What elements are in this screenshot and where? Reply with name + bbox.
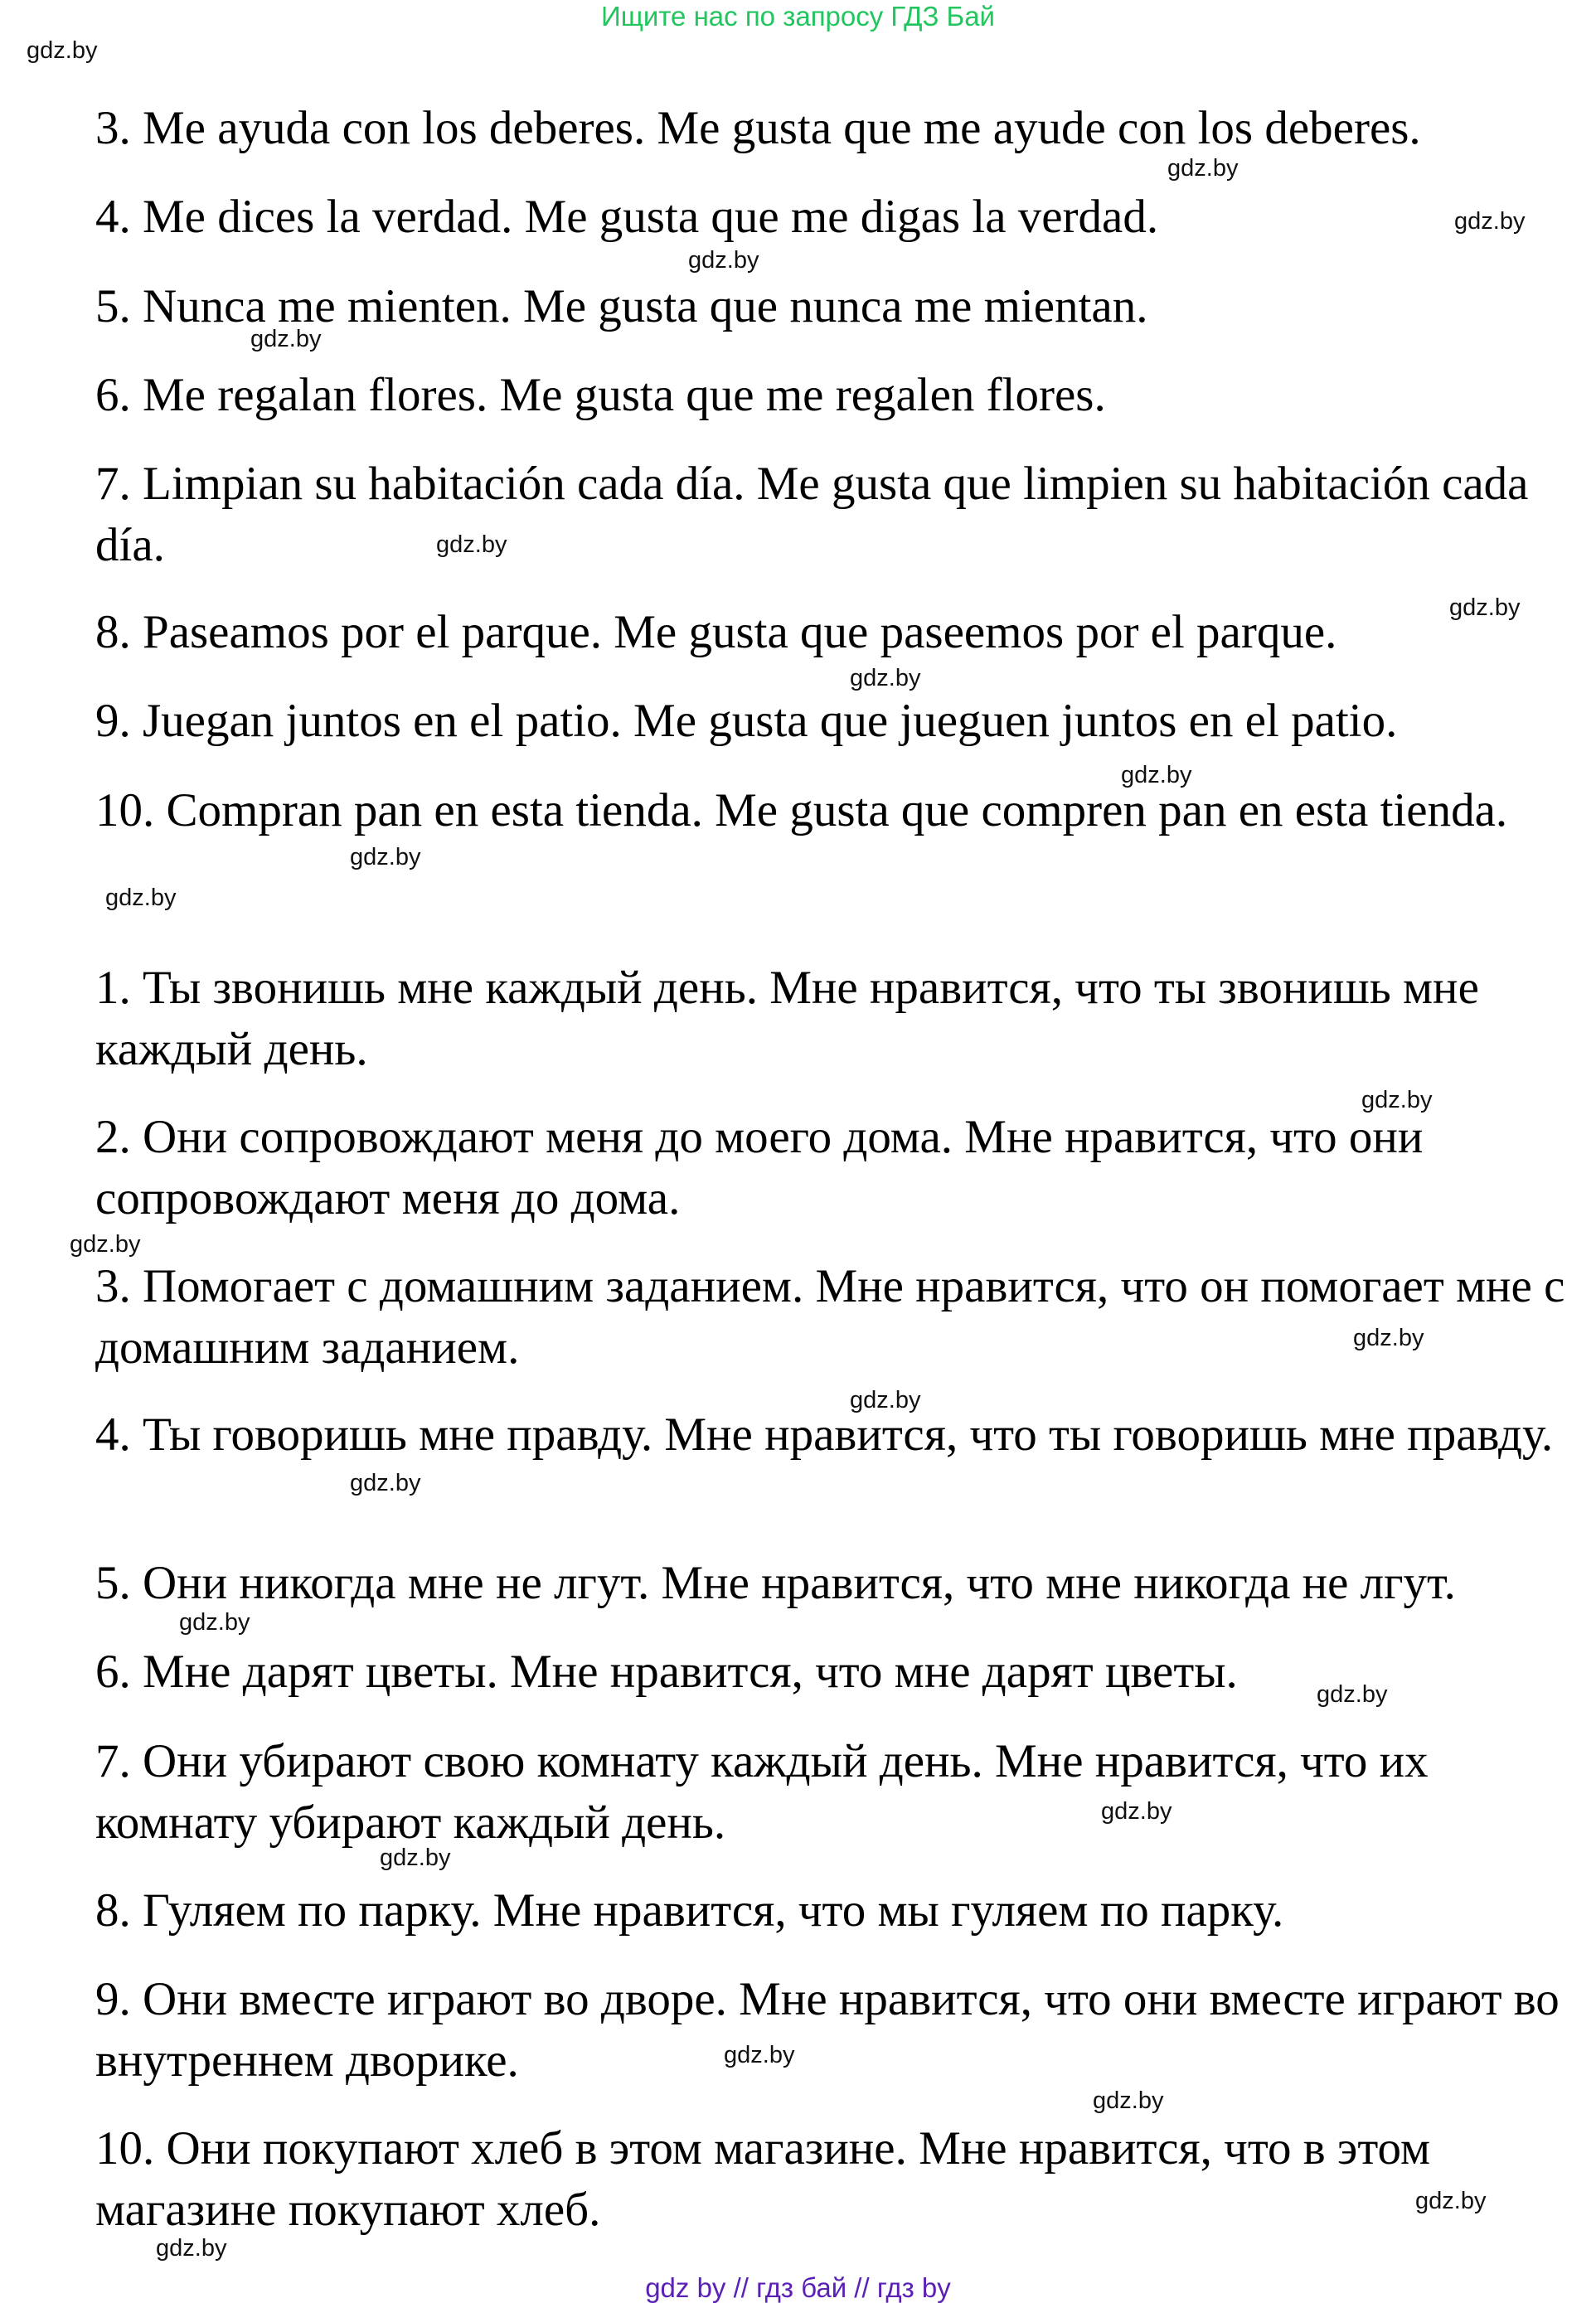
watermark: gdz.by — [1353, 1325, 1424, 1351]
watermark: gdz.by — [250, 326, 322, 352]
spanish-sentence-8: 8. Paseamos por el parque. Me gusta que paseemos por el parque. — [95, 606, 1337, 658]
watermark: gdz.by — [1167, 155, 1239, 182]
spanish-sentence-10: 10. Compran pan en esta tienda. Me gusta que compren pan en esta tienda. — [95, 784, 1508, 836]
russian-sentence-7: 7. Они убирают свою комнату каждый день. Мне нравится, что их комнату убирают каждый день. — [95, 1735, 1429, 1849]
watermark: gdz.by — [1317, 1681, 1388, 1708]
watermark: gdz.by — [850, 665, 921, 691]
russian-sentence-1: 1. Ты звонишь мне каждый день. Мне нравится, что ты звонишь мне каждый день. — [95, 962, 1479, 1075]
watermark: gdz.by — [1121, 762, 1192, 788]
watermark: gdz.by — [1449, 594, 1521, 621]
spanish-sentence-5: 5. Nunca me mienten. Me gusta que nunca me mientan. — [95, 280, 1148, 332]
russian-sentence-8: 8. Гуляем по парку. Мне нравится, что мы гуляем по парку. — [95, 1884, 1284, 1937]
watermark: gdz.by — [70, 1231, 141, 1258]
spanish-sentence-9: 9. Juegan juntos en el patio. Me gusta que jueguen juntos en el patio. — [95, 695, 1398, 747]
footer-links[interactable]: gdz by // гдз бай // гдз by — [645, 2272, 951, 2303]
watermark: gdz.by — [156, 2235, 227, 2262]
watermark: gdz.by — [380, 1845, 451, 1871]
watermark: gdz.by — [688, 247, 759, 274]
russian-sentence-5: 5. Они никогда мне не лгут. Мне нравится, что мне никогда не лгут. — [95, 1557, 1456, 1609]
watermark: gdz.by — [105, 885, 177, 911]
spanish-sentence-4: 4. Me dices la verdad. Me gusta que me digas la verdad. — [95, 191, 1159, 243]
watermark: gdz.by — [1093, 2087, 1164, 2114]
watermark: gdz.by — [350, 844, 421, 870]
watermark: gdz.by — [179, 1609, 250, 1636]
watermark: gdz.by — [350, 1470, 421, 1496]
watermark: gdz.by — [1415, 2188, 1487, 2214]
russian-sentence-6: 6. Мне дарят цветы. Мне нравится, что мне дарят цветы. — [95, 1646, 1238, 1698]
search-promo-link[interactable]: Ищите нас по запросу ГДЗ Бай — [601, 1, 995, 32]
russian-sentence-3: 3. Помогает с домашним заданием. Мне нравится, что он помогает мне с домашним заданием. — [95, 1260, 1565, 1374]
russian-sentence-2: 2. Они сопровождают меня до моего дома. Мне нравится, что они сопровождают меня до дома. — [95, 1111, 1424, 1224]
russian-sentence-10: 10. Они покупают хлеб в этом магазине. Мне нравится, что в этом магазине покупают хлеб. — [95, 2122, 1431, 2236]
watermark: gdz.by — [850, 1387, 921, 1413]
russian-sentence-4: 4. Ты говоришь мне правду. Мне нравится, что ты говоришь мне правду. — [95, 1408, 1554, 1461]
watermark: gdz.by — [436, 531, 507, 558]
russian-sentence-9: 9. Они вместе играют во дворе. Мне нравится, что они вместе играют во внутреннем дворике. — [95, 1973, 1560, 2087]
watermark: gdz.by — [1454, 208, 1526, 235]
watermark: gdz.by — [27, 37, 98, 64]
spanish-sentence-6: 6. Me regalan flores. Me gusta que me regalen flores. — [95, 369, 1106, 421]
spanish-sentence-3: 3. Me ayuda con los deberes. Me gusta que me ayude con los deberes. — [95, 102, 1421, 154]
spanish-sentence-7: 7. Limpian su habitación cada día. Me gusta que limpien su habitación cada día. — [95, 458, 1529, 571]
watermark: gdz.by — [1101, 1798, 1172, 1825]
watermark: gdz.by — [724, 2042, 795, 2068]
watermark: gdz.by — [1361, 1087, 1433, 1113]
